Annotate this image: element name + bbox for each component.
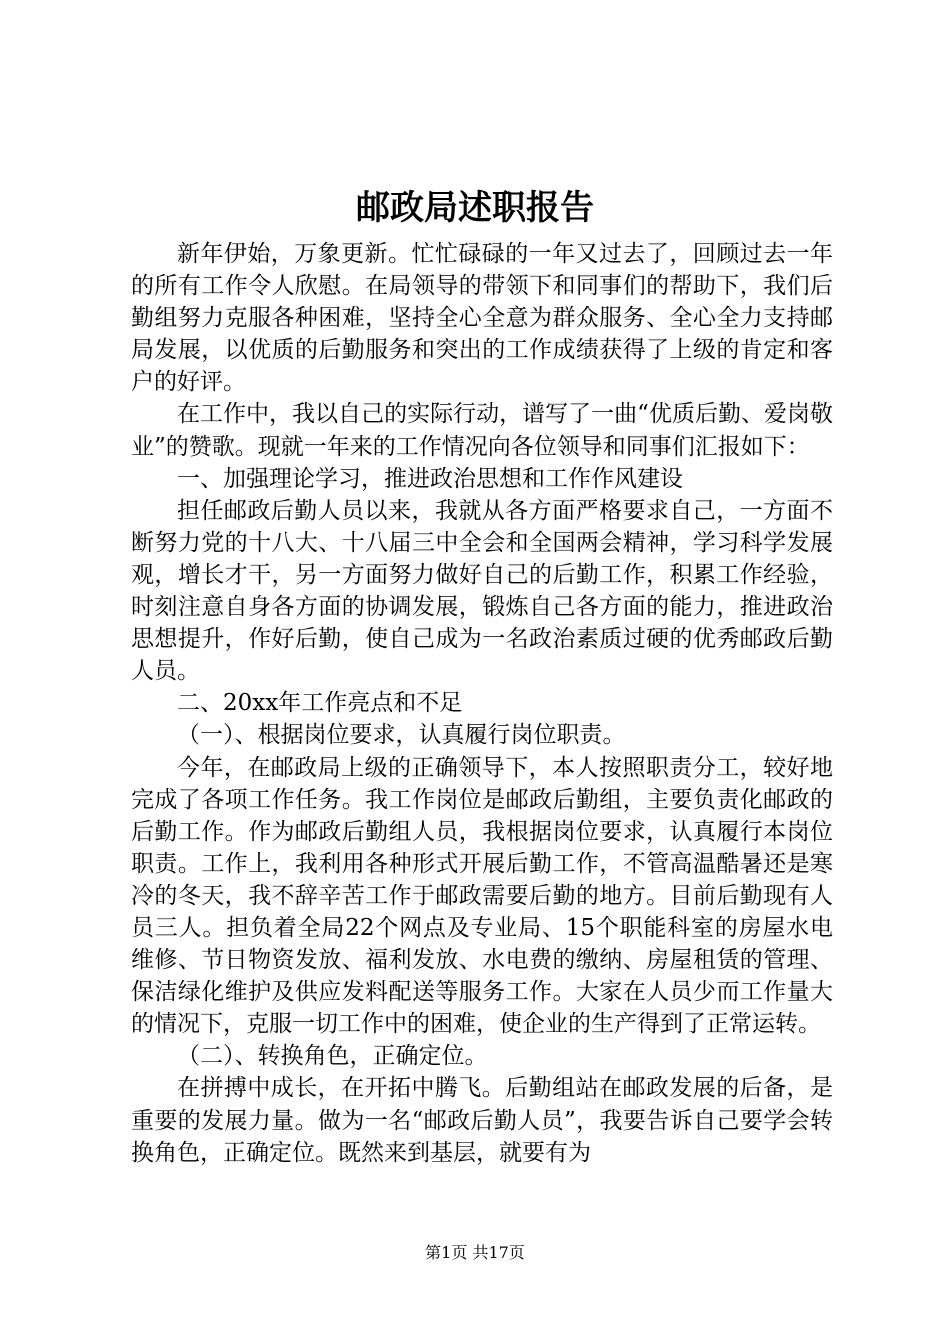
document-body [131,238,833,1169]
document-title: 邮政局述职报告 [356,188,594,228]
subsection-heading: （一）、根据岗位要求，认真履行岗位职责。 [177,722,626,749]
paragraph: 在工作中，我以自己的实际行动，谱写了一曲“优质后勤、爱岗敬业”的赞歌。现就一年来的工作情况向各位领导和同事们汇报如下： [131,401,833,460]
paragraph: 新年伊始，万象更新。忙忙碌碌的一年又过去了，回顾过去一年的所有工作令人欣慰。在局领导的带领下和同事们的帮助下，我们后勤组努力克服各种困难，坚持全心全意为群众服务、全心全力支持邮局发展，以优质的后勤服务和突出的工作成绩获得了上级的肯定和客户的好评。 [131,241,833,396]
paragraph: 今年，在邮政局上级的正确领导下，本人按照职责分工，较好地完成了各项工作任务。我工作岗位是邮政后勤组，主要负责化邮政的后勤工作。作为邮政后勤组人员，我根据岗位要求，认真履行本岗位职责。工作上，我利用各种形式开展后勤工作，不管高温酷暑还是寒冷的冬天，我不辞辛苦工作于邮政需要后勤的地方。目前后勤现有人员三人。担负着全局22个网点及专业局、15个职能科室的房屋水电维修、节日物资发放、福利发放、水电费的缴纳、房屋租赁的管理、保洁绿化维护及供应发料配送等服务工作。大家在人员少而工作量大的情况下，克服一切工作中的困难，使企业的生产得到了正常运转。 [131,754,833,1038]
page-footer: 第1页 共17页 [425,1243,525,1262]
paragraph: 担任邮政后勤人员以来，我就从各方面严格要求自己，一方面不断努力党的十八大、十八届三中全会和全国两会精神，学习科学发展观，增长才干，另一方面努力做好自己的后勤工作，积累工作经验，时刻注意自身各方面的协调发展，锻炼自己各方面的能力，推进政治思想提升，作好后勤，使自己成为一名政治素质过硬的优秀邮政后勤人员。 [131,497,833,685]
subsection-heading: （二）、转换角色，正确定位。 [177,1043,488,1070]
section-heading: 一、加强理论学习，推进政治思想和工作作风建设 [177,465,683,492]
paragraph: 在拼搏中成长，在开拓中腾飞。后勤组站在邮政发展的后备，是重要的发展力量。做为一名“邮政后勤人员”，我要告诉自己要学会转换角色，正确定位。既然来到基层，就要有为 [131,1075,833,1166]
section-heading: 二、20xx年工作亮点和不足 [177,690,463,717]
